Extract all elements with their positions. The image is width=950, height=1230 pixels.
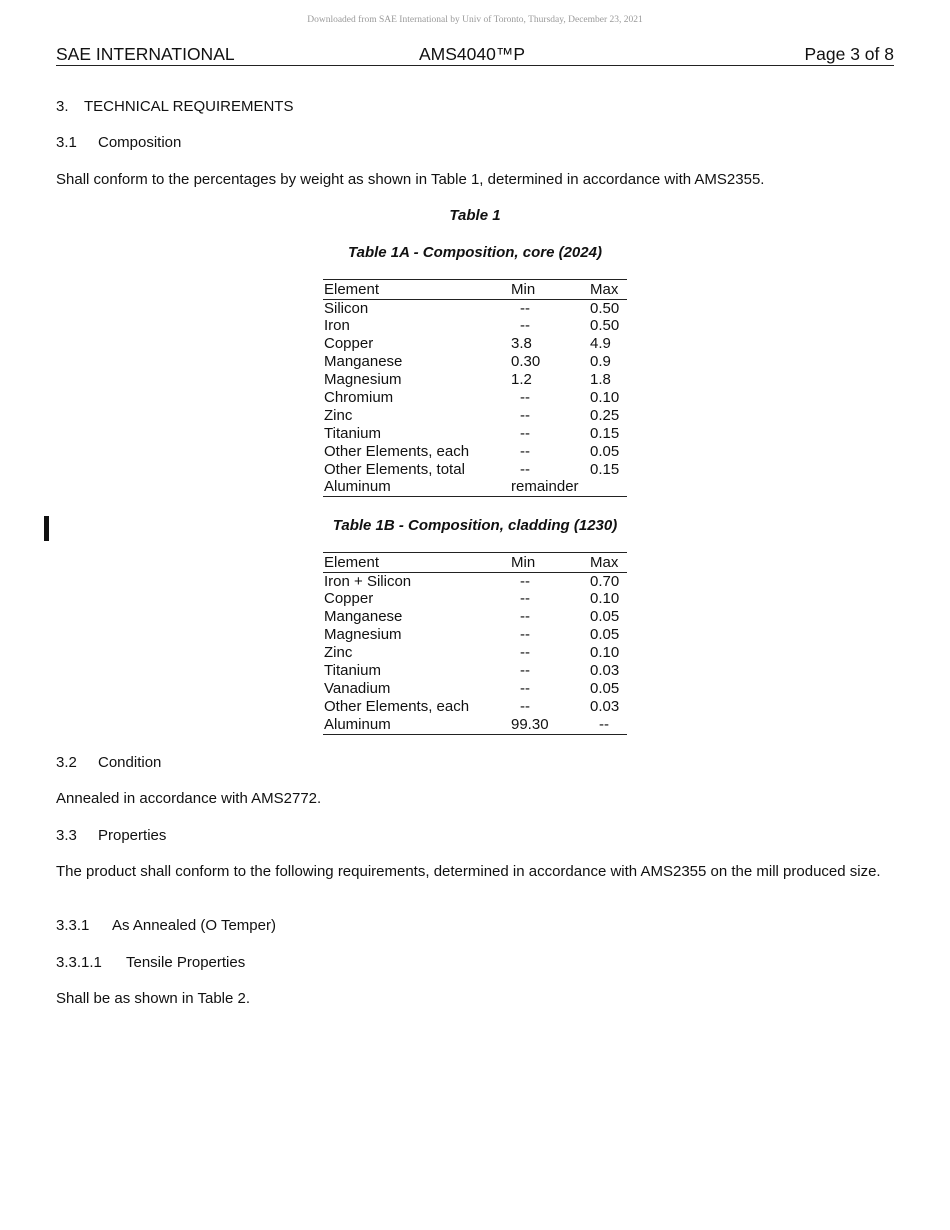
element-cell: Copper <box>324 335 374 353</box>
header-doc-number: AMS4040™P <box>419 44 526 64</box>
table-1a-caption: Table 1A - Composition, core (2024) <box>348 244 602 261</box>
element-cell: Chromium <box>324 388 394 406</box>
max-cell: -- <box>599 715 609 733</box>
table-row <box>323 698 627 716</box>
table-row <box>323 716 627 734</box>
table-row <box>323 590 627 608</box>
max-cell: 0.03 <box>590 661 620 679</box>
element-cell: Titanium <box>324 661 381 679</box>
min-cell: -- <box>520 608 530 626</box>
min-cell: -- <box>520 644 530 662</box>
section-title: TECHNICAL REQUIREMENTS <box>84 98 294 115</box>
section-3-1-heading <box>56 134 181 151</box>
element-cell: Iron <box>324 317 350 335</box>
header-page-number: Page 3 of 8 <box>804 44 894 64</box>
max-cell: 0.9 <box>590 353 611 371</box>
table-row <box>323 644 627 662</box>
header-max: Max <box>590 554 619 571</box>
header-element: Element <box>324 281 380 298</box>
element-cell: Manganese <box>324 353 403 371</box>
section-title: Properties <box>98 827 167 844</box>
table-row <box>323 478 627 496</box>
table-row <box>323 608 627 626</box>
element-cell: Aluminum <box>324 715 391 733</box>
min-cell: 99.30 <box>511 715 549 733</box>
element-cell: Zinc <box>324 644 353 662</box>
table-row <box>323 443 627 461</box>
min-cell: -- <box>520 590 530 608</box>
table-row <box>323 335 627 353</box>
table-row <box>323 317 627 335</box>
element-cell: Titanium <box>324 424 381 442</box>
min-cell: -- <box>520 626 530 644</box>
min-cell: -- <box>520 442 530 460</box>
min-cell: 0.30 <box>511 353 541 371</box>
min-cell: -- <box>520 661 530 679</box>
max-cell: 0.05 <box>590 679 620 697</box>
max-cell: 0.15 <box>590 460 620 478</box>
section-3-2-heading <box>56 754 161 771</box>
section-title: Composition <box>98 134 182 151</box>
max-cell: 1.8 <box>590 371 611 389</box>
table-1b-caption: Table 1B - Composition, cladding (1230) <box>332 517 618 534</box>
section-3-3-1-heading <box>56 917 276 934</box>
max-cell: 4.9 <box>590 335 611 353</box>
table-row <box>323 389 627 407</box>
max-cell: 0.05 <box>590 608 620 626</box>
max-cell: 0.03 <box>590 697 620 715</box>
section-3-3-1-1-heading <box>56 954 245 971</box>
max-cell: 0.70 <box>590 572 620 590</box>
header-org: SAE INTERNATIONAL <box>56 44 235 64</box>
table-row <box>323 425 627 443</box>
max-cell: 0.10 <box>590 388 620 406</box>
table-row <box>323 461 627 479</box>
min-cell: 3.8 <box>511 335 532 353</box>
table-header-row <box>323 553 627 573</box>
header-max: Max <box>590 281 619 298</box>
element-cell: Iron + Silicon <box>324 572 412 590</box>
element-cell: Manganese <box>324 608 403 626</box>
header-min: Min <box>511 554 536 571</box>
max-cell: 0.05 <box>590 626 620 644</box>
table-row <box>323 371 627 389</box>
element-cell: Aluminum <box>324 478 391 496</box>
min-cell: -- <box>520 424 530 442</box>
table-row <box>323 662 627 680</box>
max-cell: 0.50 <box>590 299 620 317</box>
min-cell: 1.2 <box>511 371 532 389</box>
max-cell: 0.10 <box>590 590 620 608</box>
element-cell: Copper <box>324 590 374 608</box>
max-cell: 0.25 <box>590 406 620 424</box>
section-number: 3.3.1 <box>56 917 90 934</box>
section-3-2-text: Annealed in accordance with AMS2772. <box>56 790 322 807</box>
element-cell: Magnesium <box>324 371 402 389</box>
section-title: As Annealed (O Temper) <box>112 917 276 934</box>
section-3-3-1-1-text: Shall be as shown in Table 2. <box>56 990 251 1007</box>
max-cell: 0.15 <box>590 424 620 442</box>
section-number: 3.3.1.1 <box>56 954 102 971</box>
section-3-1-text: Shall conform to the percentages by weight as shown in Table 1, determined in accordance with AMS2355. <box>56 171 765 188</box>
section-number: 3.1 <box>56 134 77 151</box>
min-cell: -- <box>520 572 530 590</box>
section-number: 3. <box>56 98 69 115</box>
table-row <box>323 353 627 371</box>
section-number: 3.3 <box>56 827 77 844</box>
min-cell: remainder <box>511 478 579 496</box>
section-3-3-text: The product shall conform to the following requirements, determined in accordance with AMS2355 on the mill produced size. <box>56 863 881 880</box>
page-header <box>56 44 894 66</box>
element-cell: Other Elements, each <box>324 442 470 460</box>
table-row <box>323 300 627 318</box>
download-watermark: Downloaded from SAE International by Univ of Toronto, Thursday, December 23, 2021 <box>307 15 643 25</box>
table-row <box>323 626 627 644</box>
min-cell: -- <box>520 317 530 335</box>
section-title: Condition <box>98 754 162 771</box>
min-cell: -- <box>520 679 530 697</box>
section-title: Tensile Properties <box>126 954 246 971</box>
min-cell: -- <box>520 460 530 478</box>
header-min: Min <box>511 281 536 298</box>
table-row <box>323 407 627 425</box>
max-cell: 0.50 <box>590 317 620 335</box>
min-cell: -- <box>520 697 530 715</box>
element-cell: Other Elements, total <box>324 460 465 478</box>
element-cell: Zinc <box>324 406 353 424</box>
element-cell: Silicon <box>324 299 369 317</box>
composition-core-table <box>323 279 627 497</box>
section-3-3-heading <box>56 827 166 844</box>
min-cell: -- <box>520 388 530 406</box>
element-cell: Vanadium <box>324 679 391 697</box>
max-cell: 0.10 <box>590 644 620 662</box>
section-3-heading <box>56 98 293 115</box>
min-cell: -- <box>520 299 530 317</box>
table-row <box>323 573 627 591</box>
table-header-row <box>323 280 627 300</box>
composition-cladding-table <box>323 552 627 735</box>
section-number: 3.2 <box>56 754 77 771</box>
element-cell: Magnesium <box>324 626 402 644</box>
element-cell: Other Elements, each <box>324 697 470 715</box>
header-element: Element <box>324 554 380 571</box>
table-1-title: Table 1 <box>449 207 501 224</box>
max-cell: 0.05 <box>590 442 620 460</box>
table-row <box>323 680 627 698</box>
min-cell: -- <box>520 406 530 424</box>
